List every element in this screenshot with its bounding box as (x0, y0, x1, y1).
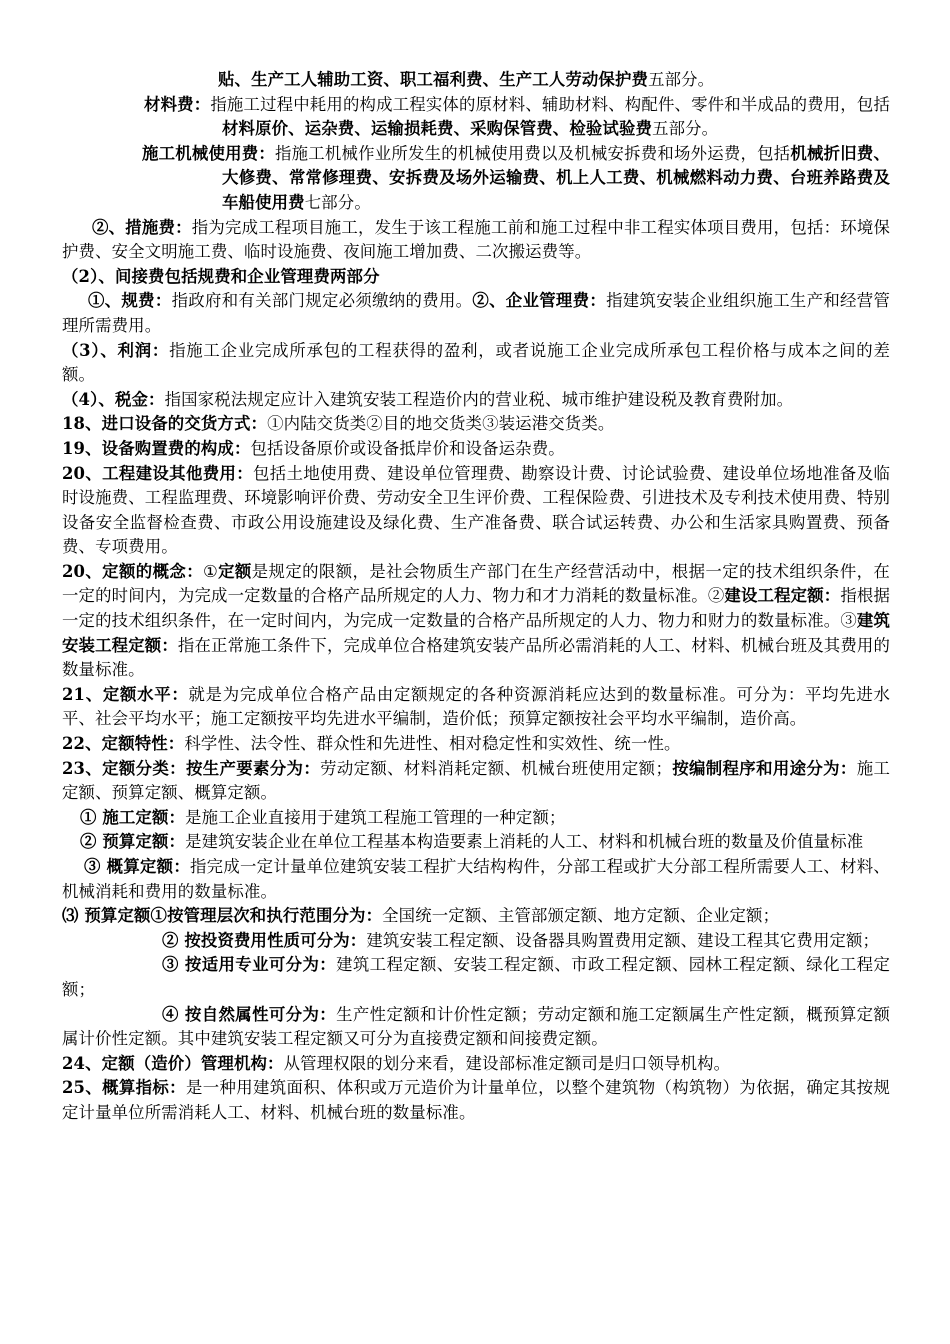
paragraph-budget-quota-by-level (62, 904, 890, 929)
paragraph-labor-cost-tail (218, 68, 890, 93)
body-text: ①内陆交货类②目的地交货类③装运港交货类。 (267, 414, 615, 434)
section-heading: （2）、间接费包括规费和企业管理费两部分 (62, 266, 380, 286)
paragraph-profit (62, 339, 890, 388)
paragraph-material-cost (62, 93, 890, 142)
term-label: ② 按投资费用性质可分为： (162, 930, 367, 950)
body-text: 是建筑安装企业在单位工程基本构造要素上消耗的人工、材料和机械台班的数量及价值量标准 (185, 832, 864, 852)
term-label: 21、定额水平： (62, 684, 189, 704)
term-label: 19、设备购置费的构成： (62, 438, 251, 458)
paragraph-24-management (62, 1052, 890, 1077)
body-text: 指为完成工程项目施工，发生于该工程施工前和施工过程中非工程实体项目费用，包括：环境保护费、安全文明施工费、临时设施费、夜间施工增加费、二次搬运费等。 (62, 217, 890, 262)
paragraph-21-quota-level (62, 683, 890, 732)
body-text: 劳动定额、材料消耗定额、机械台班使用定额； (320, 758, 672, 778)
term-label: 20、工程建设其他费用： (62, 463, 254, 483)
body-text: 包括土地使用费、建设单位管理费、勘察设计费、讨论试验费、建设单位场地准备及临时设施费、工程监理费、环境影响评价费、劳动安全卫生评价费、工程保险费、引进技术及专利技术使用费、特别设备安全监督检查费、市政公用设施建设及绿化费、生产准备费、联合试运转费、办公和生活家具购置费、预备费、专项费用。 (62, 463, 891, 557)
term-label: 23、定额分类：按生产要素分为： (62, 758, 321, 778)
bold-text: 贴、生产工人辅助工资、职工福利费、生产工人劳动保护费 (218, 70, 649, 89)
term-label: 建设工程定额： (724, 586, 841, 606)
body-text: 包括设备原价或设备抵岸价和设备运杂费。 (250, 438, 565, 458)
body-text: 指施工企业完成所承包的工程获得的盈利，或者说施工企业完成所承包工程价格与成本之间的差额。 (62, 340, 890, 385)
body-text: 七部分。 (304, 192, 371, 212)
paragraph-by-specialty (62, 953, 890, 1002)
paragraph-fees-and-management (62, 289, 890, 338)
paragraph-tax (62, 388, 890, 413)
body-text: 是施工企业直接用于建筑工程施工管理的一种定额； (185, 807, 566, 827)
bold-text: 机械折旧费、大修费、常常修理费、安拆费及场外运输费、机上人工费、机械燃料动力费、台班养路费及车船使用费 (222, 143, 891, 212)
term-label: 建筑安装工程定额： (62, 611, 890, 655)
body-text: 五部分。 (648, 70, 715, 89)
paragraph-indirect-cost-heading (62, 265, 890, 290)
body-text: 生产性定额和计价性定额；劳动定额和施工定额属生产性定额，概预算定额属计价性定额。其中建筑安装工程定额又可分为直接费定额和间接费定额。 (62, 1004, 891, 1049)
term-label: （4）、税金： (62, 389, 165, 409)
document-page (62, 68, 890, 1126)
paragraph-22-quota-features (62, 732, 890, 757)
body-text: 指建筑安装企业组织施工生产和经营管理所需费用。 (62, 291, 891, 335)
term-label: ① 施工定额： (80, 807, 186, 827)
body-text: 指在正常施工条件下，完成单位合格建筑安装产品所必需消耗的人工、材料、机械台班及其费用的数量标准。 (62, 635, 890, 680)
term-label: 施工机械使用费： (142, 143, 275, 163)
term-label: 18、进口设备的交货方式： (62, 414, 268, 434)
body-text: 指完成一定计量单位建筑安装工程扩大结构构件，分部工程或扩大分部工程所需要人工、材料、机械消耗和费用的数量标准。 (62, 857, 890, 901)
paragraph-25-estimate-index (62, 1076, 890, 1125)
body-text: 指根据一定的技术组织条件，在一定时间内，为完成一定数量的合格产品所规定的人力、物力和财力的数量标准。③ (62, 586, 890, 631)
body-text: 从管理权限的划分来看，建设部标准定额司是归口领导机构。 (283, 1053, 731, 1073)
body-text: 施工定额、预算定额、概算定额。 (62, 758, 890, 803)
paragraph-construction-quota (62, 806, 890, 831)
paragraph-20-quota-concept (62, 560, 890, 683)
body-text: 科学性、法令性、群众性和先进性、相对稳定性和实效性、统一性。 (184, 734, 681, 754)
term-label: ⑶ 预算定额①按管理层次和执行范围分为： (62, 906, 383, 926)
body-text: 指国家税法规定应计入建筑安装工程造价内的营业税、城市维护建设税及教育费附加。 (164, 389, 794, 409)
body-text: 就是为完成单位合格产品由定额规定的各种资源消耗应达到的数量标准。可分为：平均先进水平、社会平均水平；施工定额按平均先进水平编制，造价低；预算定额按社会平均水平编制，造价高。 (62, 684, 890, 729)
paragraph-18-delivery (62, 412, 890, 437)
term-label: ④ 按自然属性可分为： (162, 1004, 337, 1024)
term-label: 材料费： (144, 94, 211, 114)
term-label: 定额 (218, 561, 252, 581)
body-text: 全国统一定额、主管部颁定额、地方定额、企业定额； (382, 906, 780, 926)
paragraph-budget-quota (62, 830, 890, 855)
body-text: 指施工过程中耗用的构成工程实体的原材料、辅助材料、构配件、零件和半成品的费用，包括 (210, 94, 890, 114)
body-text: 建筑安装工程定额、设备器具购置费用定额、建设工程其它费用定额； (366, 930, 880, 950)
paragraph-by-natural-attribute (62, 1003, 890, 1052)
term-label: ②、企业管理费： (472, 291, 607, 311)
bold-text: 材料原价、运杂费、运输损耗费、采购保管费、检验试验费 (222, 119, 653, 139)
term-label: 22、定额特性： (62, 734, 185, 754)
body-text: 是一种用建筑面积、体积或万元造价为计量单位，以整个建筑物（构筑物）为依据，确定其按规定计量单位所需消耗人工、材料、机械台班的数量标准。 (62, 1078, 890, 1122)
paragraph-machinery-cost (62, 142, 890, 216)
term-label: ②、措施费： (92, 217, 192, 237)
body-text: 是规定的限额，是社会物质生产部门在生产经营活动中，根据一定的技术组织条件，在一定的时间内，为完成一定数量的合格产品所规定的人力、物力和才力消耗的数量标准。② (62, 561, 890, 606)
body-text: 指施工机械作业所发生的机械使用费以及机械安拆费和场外运费，包括 (275, 143, 791, 163)
paragraph-20-other-costs (62, 462, 890, 560)
term-label: （3）、利润： (62, 340, 170, 360)
term-label: ③ 概算定额： (84, 857, 190, 876)
term-label: 20、定额的概念： (62, 561, 203, 581)
term-label: ①、规费： (88, 291, 172, 311)
term-label: ③ 按适用专业可分为： (162, 955, 337, 975)
body-text: 指政府和有关部门规定必须缴纳的费用。 (171, 291, 473, 311)
paragraph-19-equipment (62, 437, 890, 462)
paragraph-by-investment-nature (62, 929, 890, 954)
term-label: ② 预算定额： (80, 832, 186, 852)
body-text: 五部分。 (652, 119, 719, 139)
body-text: ① (203, 561, 219, 581)
paragraph-estimate-quota (62, 855, 890, 904)
paragraph-23-quota-classes (62, 757, 890, 806)
term-label: 24、定额（造价）管理机构： (62, 1053, 284, 1073)
paragraph-measure-cost (62, 216, 890, 265)
body-text: 建筑工程定额、安装工程定额、市政工程定额、园林工程定额、绿化工程定额； (62, 955, 891, 999)
term-label: 25、概算指标： (62, 1078, 186, 1098)
term-label: 按编制程序和用途分为： (672, 758, 857, 778)
